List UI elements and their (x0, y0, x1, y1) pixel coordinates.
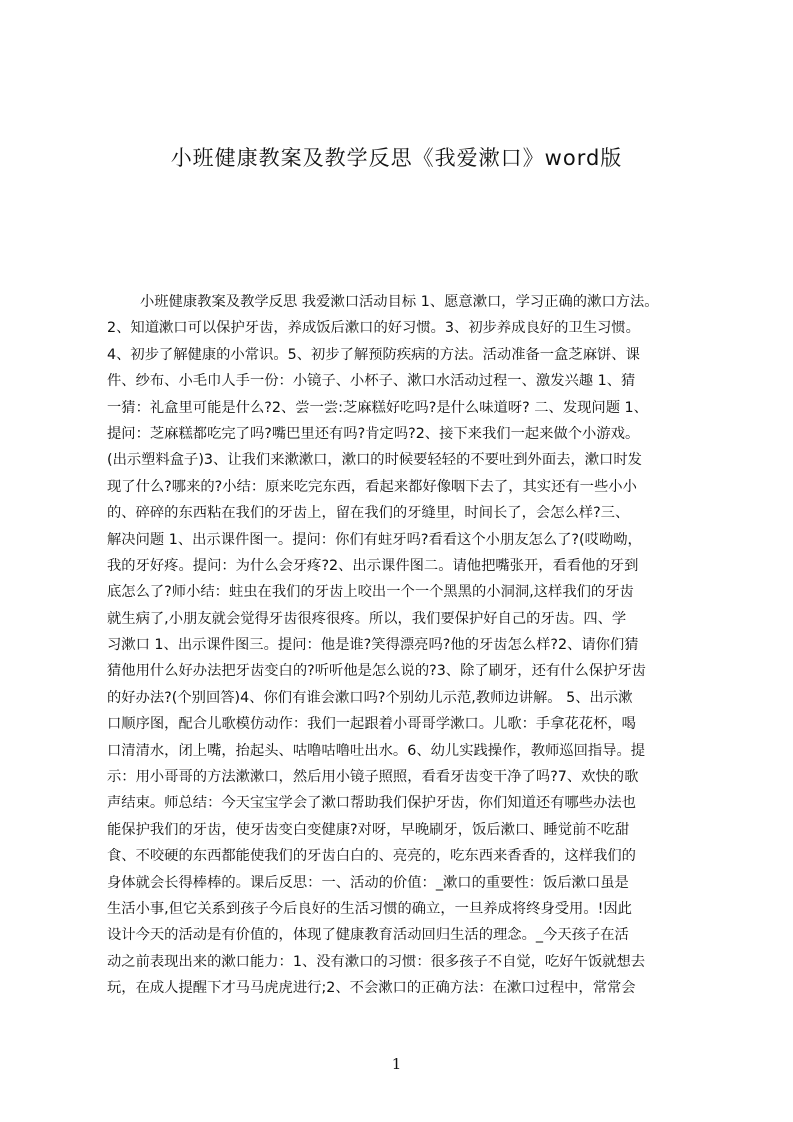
text-line: 口顺序图，配合儿歌模仿动作：我们一起跟着小哥哥学漱口。儿歌：手拿花花杯，喝 (107, 716, 636, 733)
text-line: 的好办法?(个别回答)4、你们有谁会漱口吗?个别幼儿示范,教师边讲解。 5、出示漱 (107, 689, 633, 706)
text-line: 身体就会长得棒棒的。课后反思：一、活动的价值：_漱口的重要性：饭后漱口虽是 (107, 874, 629, 891)
text-line: 的、碎碎的东西粘在我们的牙齿上，留在我们的牙缝里，时间长了，会怎么样?三、 (107, 505, 630, 522)
text-line: 能保护我们的牙齿，使牙齿变白变健康?对呀，早晚刷牙，饭后漱口、睡觉前不吃甜 (107, 821, 630, 838)
text-line: 口清清水，闭上嘴，抬起头、咕噜咕噜吐出水。6、幼儿实践操作，教师巡回指导。提 (107, 742, 646, 759)
text-line: (出示塑料盒子)3、让我们来漱漱口，漱口的时候要轻轻的不要吐到外面去，漱口时发 (107, 452, 642, 469)
text-line: 食、不咬硬的东西都能使我们的牙齿白白的、亮亮的，吃东西来香香的，这样我们的 (107, 848, 636, 865)
document-title: 小班健康教案及教学反思《我爱漱口》word版 (170, 146, 623, 170)
text-line: 声结束。师总结：今天宝宝学会了漱口帮助我们保护牙齿，你们知道还有哪些办法也 (107, 795, 636, 812)
text-line: 小班健康教案及教学反思 我爱漱口活动目标 1、愿意漱口，学习正确的漱口方法。 (140, 294, 659, 310)
text-line: 习漱口 1、出示课件图三。提问：他是谁?笑得漂亮吗?他的牙齿怎么样?2、请你们猜 (107, 637, 639, 654)
text-line: 就生病了,小朋友就会觉得牙齿很疼很疼。所以，我们要保护好自己的牙齿。四、学 (107, 610, 627, 627)
text-line: 现了什么?哪来的?小结：原来吃完东西，看起来都好像咽下去了，其实还有一些小小 (107, 478, 637, 495)
text-line: 设计今天的活动是有价值的，体现了健康教育活动回归生活的理念。_今天孩子在活 (107, 927, 629, 944)
page-number: 1 (391, 1055, 402, 1073)
text-line: 动之前表现出来的漱口能力：1、没有漱口的习惯：很多孩子不自觉，吃好午饭就想去 (107, 953, 646, 970)
text-line: 一猜：礼盒里可能是什么?2、尝一尝:芝麻糕好吃吗?是什么味道呀? 二、发现问题 1、 (107, 399, 648, 416)
text-line: 我的牙好疼。提问：为什么会牙疼?2、出示课件图二。请他把嘴张开，看看他的牙到 (107, 557, 639, 574)
text-line: 提问：芝麻糕都吃完了吗?嘴巴里还有吗?肯定吗?2、接下来我们一起来做个小游戏。 (107, 425, 640, 442)
text-line: 件、纱布、小毛巾人手一份：小镜子、小杯子、漱口水活动过程一、激发兴趣 1、猜 (107, 373, 636, 390)
text-line: 猜他用什么好办法把牙齿变白的?听听他是怎么说的?3、除了刷牙，还有什么保护牙齿 (107, 663, 646, 680)
text-line: 4、初步了解健康的小常识。5、初步了解预防疾病的方法。活动准备一盒芝麻饼、课 (107, 346, 640, 363)
text-line: 2、知道漱口可以保护牙齿，养成饭后漱口的好习惯。3、初步养成良好的卫生习惯。 (107, 320, 640, 337)
text-line: 生活小事,但它关系到孩子今后良好的生活习惯的确立，一旦养成将终身受用。!因此 (107, 900, 632, 917)
text-line: 解决问题 1、出示课件图一。提问：你们有蛀牙吗?看看这个小朋友怎么了?(哎呦呦， (107, 531, 642, 548)
text-line: 示：用小哥哥的方法漱漱口，然后用小镜子照照，看看牙齿变干净了吗?7、欢快的歌 (107, 769, 639, 786)
text-line: 玩，在成人提醒下才马马虎虎进行;2、不会漱口的正确方法：在漱口过程中，常常会 (107, 980, 636, 997)
body-text (107, 289, 697, 1041)
text-line: 底怎么了?师小结：蛀虫在我们的牙齿上咬出一个一个黑黑的小洞洞,这样我们的牙齿 (107, 584, 634, 601)
